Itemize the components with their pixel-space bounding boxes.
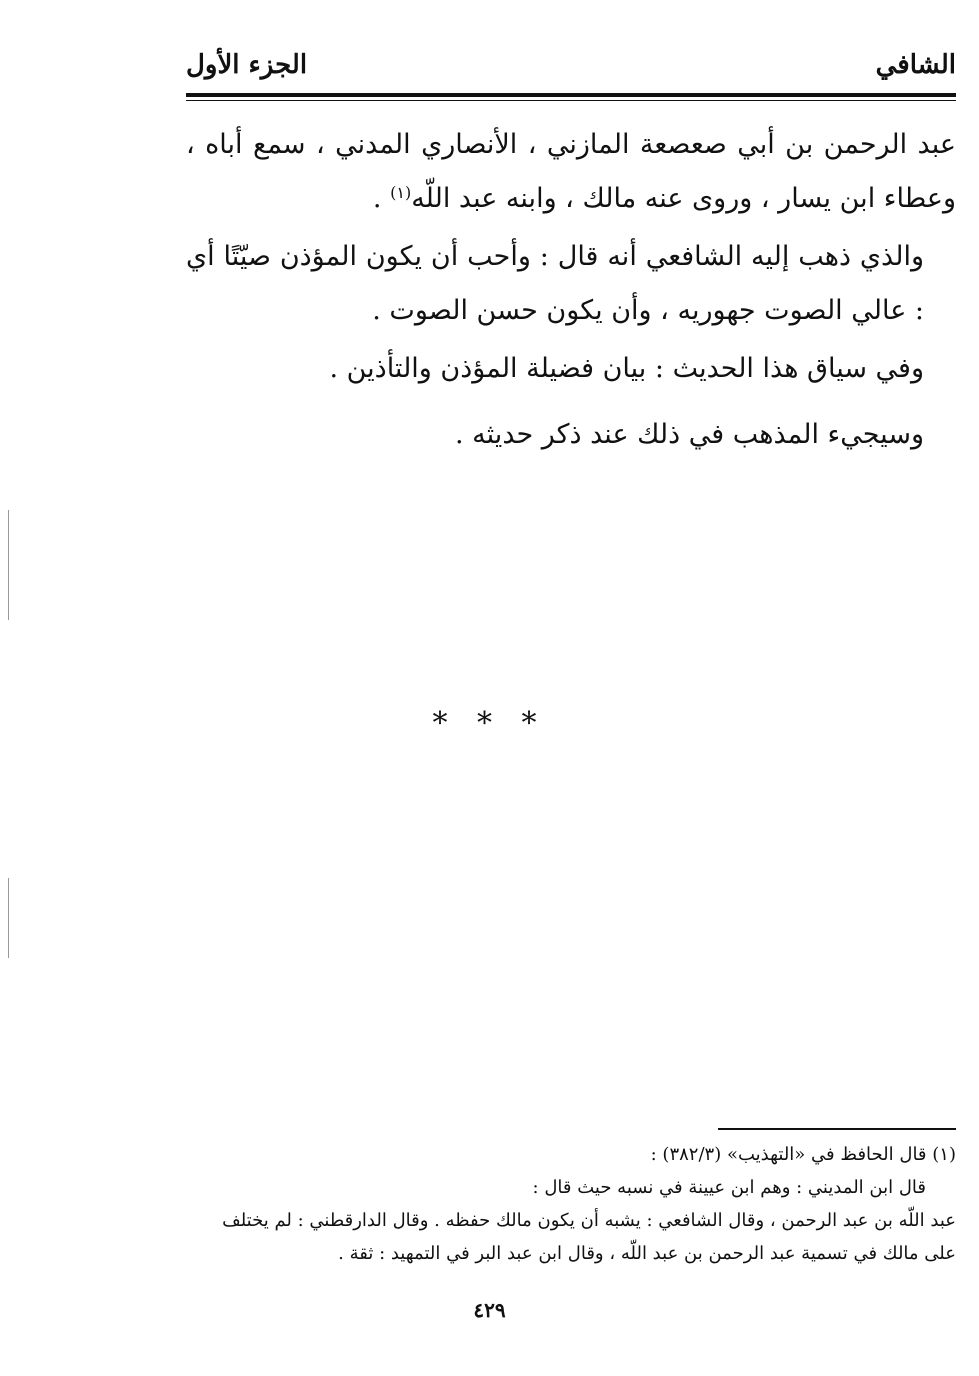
book-title: الشافي [875,50,956,80]
paragraph-1 [186,118,956,226]
footnote-rule [718,1128,956,1130]
main-text [186,118,956,462]
section-separator: * * * [432,706,547,741]
footnote-line-3: عبد اللّه بن عبد الرحمن ، وقال الشافعي : يشبه أن يكون مالك حفظه . وقال الدارقطني : لم يختلف على مالك في تسمية عبد الرحمن بن عبد اللّه ، وقال ابن عبد البر في التمهيد : ثقة . [222,1210,956,1264]
paragraph-1-end: . [372,183,391,214]
paragraph-4: وسيجيء المذهب في ذلك عند ذكر حديثه . [455,419,924,450]
volume-label: الجزء الأول [186,50,308,80]
header-rule-thin [186,100,956,101]
paragraph-2: والذي ذهب إليه الشافعي أنه قال : وأحب أن يكون المؤذن صيّتًا أي : عالي الصوت جهوريه ، وأن يكون حسن الصوت . [186,241,924,326]
footnotes [186,1138,956,1270]
scan-margin-mark [8,878,9,958]
running-header [186,50,956,92]
footnote-line-2: قال ابن المديني : وهم ابن عيينة في نسبه حيث قال : [532,1177,926,1198]
scan-margin-mark [8,510,9,620]
footnote-reference: (١) [390,183,412,202]
page-number: ٤٢٩ [473,1298,506,1322]
paragraph-1-text: عبد الرحمن بن أبي صعصعة المازني ، الأنصاري المدني ، سمع أباه ، وعطاء ابن يسار ، وروى عنه مالك ، وابنه عبد اللّه [186,129,956,214]
header-rule-thick [186,93,956,97]
paragraph-3: وفي سياق هذا الحديث : بيان فضيلة المؤذن والتأذين . [329,353,924,384]
footnote-line-1: (١) قال الحافظ في «التهذيب» (٣٨٢/٣) : [650,1144,956,1165]
